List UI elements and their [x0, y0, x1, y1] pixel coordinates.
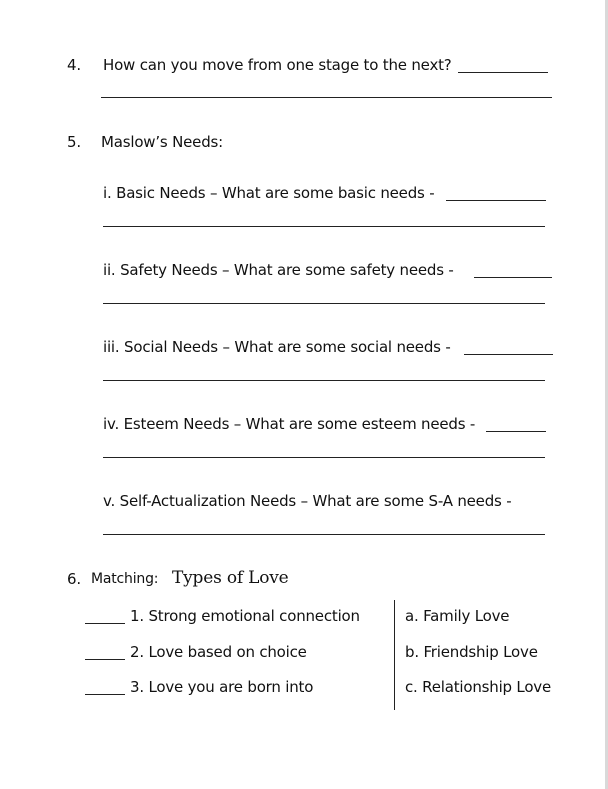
q5-basic-blank[interactable]: [446, 200, 546, 201]
q5-title: Maslow’s Needs:: [101, 133, 223, 151]
matching-divider: [394, 600, 395, 710]
q4-question: How can you move from one stage to the next?: [103, 56, 452, 74]
q6-label: Matching:: [91, 571, 159, 587]
q6-left-item-3: 3. Love you are born into: [130, 678, 314, 696]
q5-item-social: iii. Social Needs – What are some social needs -: [103, 338, 451, 356]
q4-answer-blank[interactable]: [458, 72, 548, 73]
q5-item-self-actualization: v. Self-Actualization Needs – What are some S-A needs -: [103, 492, 512, 510]
q5-item-esteem: iv. Esteem Needs – What are some esteem needs -: [103, 415, 476, 433]
q5-item-safety: ii. Safety Needs – What are some safety needs -: [103, 261, 454, 279]
q6-blank-2[interactable]: [85, 659, 125, 660]
q6-title: Types of Love: [172, 568, 289, 588]
q6-right-item-c: c. Relationship Love: [405, 678, 552, 696]
q5-safety-line[interactable]: [103, 303, 545, 304]
q6-left-item-1: 1. Strong emotional connection: [130, 607, 360, 625]
q5-social-blank[interactable]: [464, 354, 553, 355]
q5-social-line[interactable]: [103, 380, 545, 381]
q6-blank-1[interactable]: [85, 623, 125, 624]
q6-blank-3[interactable]: [85, 694, 125, 695]
q5-self-actualization-line[interactable]: [103, 534, 545, 535]
q6-right-item-a: a. Family Love: [405, 607, 510, 625]
q5-basic-line[interactable]: [103, 226, 545, 227]
q6-left-item-2: 2. Love based on choice: [130, 643, 307, 661]
q5-item-basic: i. Basic Needs – What are some basic needs -: [103, 184, 435, 202]
q6-number: 6.: [67, 570, 81, 588]
q5-number: 5.: [67, 133, 81, 151]
q4-answer-line[interactable]: [101, 97, 552, 98]
q5-esteem-line[interactable]: [103, 457, 545, 458]
q5-safety-blank[interactable]: [474, 277, 552, 278]
q4-number: 4.: [67, 56, 81, 74]
q5-esteem-blank[interactable]: [486, 431, 546, 432]
q6-right-item-b: b. Friendship Love: [405, 643, 538, 661]
